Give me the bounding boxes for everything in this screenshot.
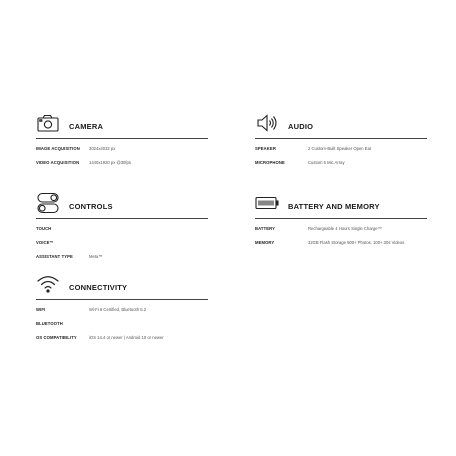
spec-value: Wi-Fi 6 Certified, Bluetooth 5.2 [89,307,147,312]
camera-icon [36,111,60,135]
spec-label: OS COMPATIBILITY [36,335,77,340]
camera-divider [36,138,208,139]
spec-value: 32GB Flash Storage 500+ Photos, 100+ 30s Videos [308,240,405,245]
spec-label: WIFI [36,307,46,312]
controls-section [36,193,208,268]
battery-title: BATTERY AND MEMORY [288,202,380,211]
audio-section [255,113,427,174]
spec-label: TOUCH [36,226,52,231]
spec-row [255,240,427,254]
toggle-icon [36,191,60,215]
wifi-icon [36,272,60,296]
controls-header [36,193,208,217]
spec-label: IMAGE ACQUISITION [36,146,80,151]
audio-header [255,113,427,137]
spec-row [36,226,208,240]
camera-header [36,113,208,137]
camera-title: CAMERA [69,122,104,131]
controls-divider [36,218,208,219]
spec-value: Rechargeable 4 Hours Single Charge™ [308,226,382,231]
spec-row [36,254,208,268]
speaker-icon [255,111,279,135]
spec-row [255,226,427,240]
battery-section [255,193,427,254]
spec-label: MEMORY [255,240,275,245]
controls-title: CONTROLS [69,202,113,211]
spec-value: 3024x4032 px [89,146,116,151]
audio-title: AUDIO [288,122,314,131]
battery-divider [255,218,427,219]
spec-row [36,146,208,160]
spec-label: VIDEO ACQUISITION [36,160,80,165]
spec-value: iOS 14.4 or newer | Android 10 or newer [89,335,164,340]
spec-value: 1440x1920 px @30fps [89,160,131,165]
battery-header [255,193,427,217]
camera-section [36,113,208,174]
audio-divider [255,138,427,139]
connectivity-section [36,274,208,349]
spec-row [36,321,208,335]
spec-row [255,146,427,160]
spec-value: 2 Custom-Built Speaker Open Ear [308,146,372,151]
spec-label: BLUETOOTH [36,321,63,326]
spec-label: ASSISTANT TYPE [36,254,73,259]
spec-row [36,240,208,254]
connectivity-divider [36,299,208,300]
spec-row [36,335,208,349]
spec-row [255,160,427,174]
spec-row [36,307,208,321]
spec-label: SPEAKER [255,146,276,151]
spec-label: MICROPHONE [255,160,285,165]
spec-label: VOICE™ [36,240,54,245]
battery-icon [255,191,279,215]
connectivity-title: CONNECTIVITY [69,283,128,292]
spec-label: BATTERY [255,226,276,231]
spec-value: Meta™ [89,254,103,259]
spec-row [36,160,208,174]
connectivity-header [36,274,208,298]
spec-value: Custom 5 Mic Array [308,160,345,165]
